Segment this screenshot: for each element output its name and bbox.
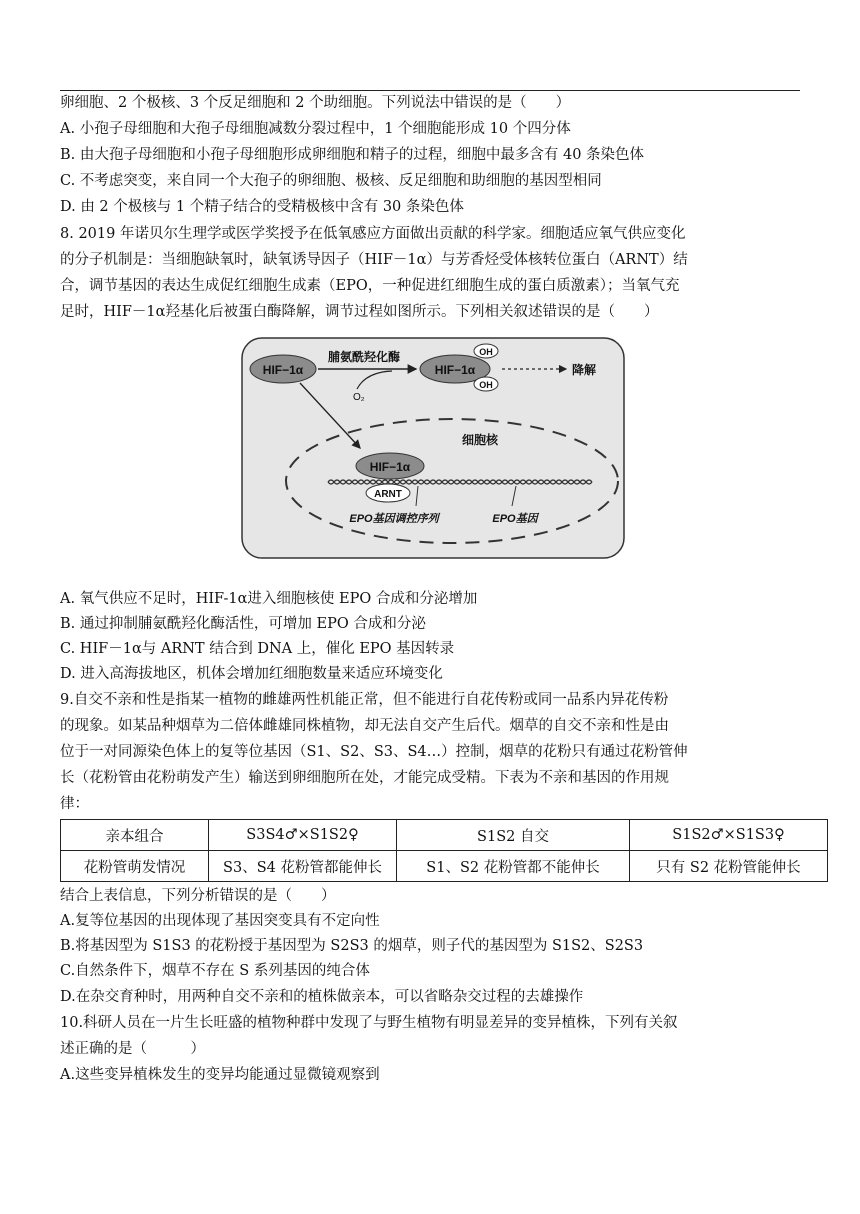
hif-label-nucleus: HIF−1α xyxy=(369,460,411,474)
q9-stem-line-4: 长（花粉管由花粉萌发产生）输送到卵细胞所在处，才能完成受精。下表为不亲和基因的作用规 xyxy=(60,770,669,786)
q9-stem-line-5: 律： xyxy=(60,796,89,812)
q8-option-a: A. 氧气供应不足时，HIF-1α进入细胞核使 EPO 合成和分泌增加 xyxy=(60,591,478,607)
q9-stem-line-2: 的现象。如某品种烟草为二倍体雌雄同株植物，却无法自交产生后代。烟草的自交不亲和性是由 xyxy=(60,718,669,734)
q10-stem-line-2: 述正确的是（ ） xyxy=(60,1041,205,1057)
table-cell: 亲本组合 xyxy=(61,820,209,851)
header-rule xyxy=(60,90,800,91)
q9-option-d: D.在杂交育种时，用两种自交不亲和的植株做亲本，可以省略杂交过程的去雄操作 xyxy=(60,989,584,1005)
q8-option-c: C. HIF－1α与 ARNT 结合到 DNA 上，催化 EPO 基因转录 xyxy=(60,641,455,657)
q8-stem-line-1: 8. 2019 年诺贝尔生理学或医学奖授予在低氧感应方面做出贡献的科学家。细胞适应氧气供应变化 xyxy=(60,226,686,242)
o2-label: O₂ xyxy=(353,392,365,403)
table-cell: S1、S2 花粉管都不能伸长 xyxy=(397,851,630,882)
nucleus-label: 细胞核 xyxy=(461,433,499,447)
q9-option-c: C.自然条件下，烟草不存在 S 系列基因的纯合体 xyxy=(60,963,370,979)
q8-option-d: D. 进入高海拔地区，机体会增加红细胞数量来适应环境变化 xyxy=(60,666,443,682)
q9-prompt: 结合上表信息，下列分析错误的是（ ） xyxy=(60,888,336,904)
q9-stem-line-1: 9.自交不亲和性是指某一植物的雌雄两性机能正常，但不能进行自花传粉或同一品系内异花传粉 xyxy=(60,692,669,708)
incompatibility-table xyxy=(60,819,828,882)
table-cell: S3S4♂×S1S2♀ xyxy=(209,820,397,851)
arnt-label: ARNT xyxy=(374,489,402,500)
q8-stem-line-4: 足时，HIF－1α羟基化后被蛋白酶降解，调节过程如图所示。下列相关叙述错误的是（ ） xyxy=(60,304,659,320)
q9-option-a: A.复等位基因的出现体现了基因突变具有不定向性 xyxy=(60,913,380,929)
epo-reg-label: EPO基因调控序列 xyxy=(349,513,439,525)
q7-option-b: B. 由大孢子母细胞和小孢子母细胞形成卵细胞和精子的过程，细胞中最多含有 40 条染色体 xyxy=(60,147,645,163)
oh-label-bottom: OH xyxy=(479,380,493,390)
q8-stem-line-3: 合，调节基因的表达生成促红细胞生成素（EPO，一种促进红细胞生成的蛋白质激素）；当氧气充 xyxy=(60,278,680,294)
epo-gene-label: EPO基因 xyxy=(492,513,538,525)
table-cell: 花粉管萌发情况 xyxy=(61,851,209,882)
oh-label-top: OH xyxy=(479,347,493,357)
table-cell: S1S2♂×S1S3♀ xyxy=(630,820,828,851)
table-cell: S3、S4 花粉管都能伸长 xyxy=(209,851,397,882)
q10-stem-line-1: 10.科研人员在一片生长旺盛的植物种群中发现了与野生植物有明显差异的变异植株，下列有关叙 xyxy=(60,1015,678,1031)
table-row xyxy=(61,820,828,851)
q9-option-b: B.将基因型为 S1S3 的花粉授于基因型为 S2S3 的烟草，则子代的基因型为 S1S2、S2S3 xyxy=(60,938,644,954)
hif-regulation-diagram xyxy=(240,336,626,560)
q8-option-b: B. 通过抑制脯氨酰羟化酶活性，可增加 EPO 合成和分泌 xyxy=(60,616,426,632)
degrade-label: 降解 xyxy=(572,363,597,377)
enzyme-label: 脯氨酰羟化酶 xyxy=(327,350,401,364)
q9-stem-line-3: 位于一对同源染色体上的复等位基因（S1、S2、S3、S4…）控制，烟草的花粉只有通过花粉管伸 xyxy=(60,744,688,760)
table-cell: 只有 S2 花粉管能伸长 xyxy=(630,851,828,882)
q10-option-a: A.这些变异植株发生的变异均能通过显微镜观察到 xyxy=(60,1067,380,1083)
hif-label-hydroxylated: HIF−1α xyxy=(434,363,476,377)
hif-label-left: HIF−1α xyxy=(262,363,304,377)
q8-stem-line-2: 的分子机制是：当细胞缺氧时，缺氧诱导因子（HIF－1α）与芳香烃受体核转位蛋白（ARNT）结 xyxy=(60,252,688,268)
q7-option-a: A. 小孢子母细胞和大孢子母细胞减数分裂过程中，1 个细胞能形成 10 个四分体 xyxy=(60,121,571,137)
q7-option-c: C. 不考虑突变，来自同一个大孢子的卵细胞、极核、反足细胞和助细胞的基因型相同 xyxy=(60,173,602,189)
table-row xyxy=(61,851,828,882)
q7-option-d: D. 由 2 个极核与 1 个精子结合的受精极核中含有 30 条染色体 xyxy=(60,199,464,215)
q7-stem-tail: 卵细胞、2 个极核、3 个反足细胞和 2 个助细胞。下列说法中错误的是（ ） xyxy=(60,95,571,111)
table-cell: S1S2 自交 xyxy=(397,820,630,851)
